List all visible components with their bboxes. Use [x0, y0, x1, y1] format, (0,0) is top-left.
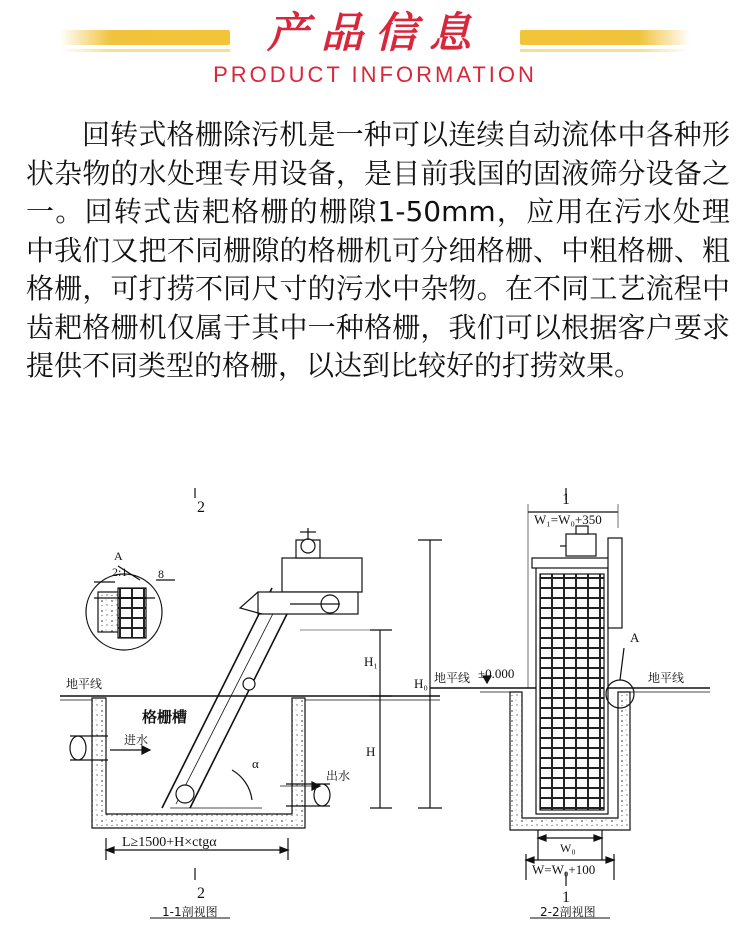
left-section-mark-bottom: 2	[197, 885, 205, 902]
product-description: 回转式格栅除污机是一种可以连续自动流体中各种形状杂物的水处理专用设备，是目前我国的固液筛分设备之一。回转式齿耙格栅的栅隙1-50mm，应用在污水处理中我们又把不同栅隙的格栅机可分细格栅、中粗格栅、粗格栅，可打捞不同尺寸的污水中杂物。在不同工艺流程中齿耙格栅机仅属于其中一种格栅，我们可以根据客户要求提供不同类型的格栅，以达到比较好的打捞效果。	[26, 118, 730, 382]
angle-label: α	[252, 756, 259, 771]
top-width-formula: W₁=W₀+350	[534, 512, 602, 527]
left-caption: 1-1剖视图	[162, 905, 218, 919]
page-title: 产品信息	[266, 8, 483, 57]
h0-label: H₀	[414, 676, 428, 691]
page-subtitle: PRODUCT INFORMATION	[213, 62, 537, 87]
ground-label-right: 地平线	[648, 671, 685, 685]
inlet-label: 进水	[124, 733, 149, 747]
bottom-width-formula: W=W₀+100	[532, 862, 596, 877]
technical-drawing	[0, 488, 750, 950]
right-section-mark-top: 1	[562, 491, 570, 508]
detail-ref: 8	[158, 567, 164, 581]
length-formula: L≥1500+H×ctgα	[122, 835, 217, 850]
ground-label: 地平线	[66, 677, 103, 691]
left-section-labels	[66, 499, 428, 919]
detail-callout: A	[630, 630, 640, 645]
title-row	[0, 8, 750, 58]
left-section-mark-top: 2	[197, 499, 205, 516]
header	[0, 0, 750, 100]
h1-label: H₁	[364, 654, 378, 669]
right-section-mark-bottom: 1	[562, 889, 570, 906]
detail-label: A	[114, 549, 123, 563]
detail-scale: 2:1	[112, 565, 128, 579]
outlet-label: 出水	[326, 769, 351, 783]
elevation-label: ±0.000	[478, 666, 515, 681]
title-decoration-left	[60, 30, 230, 45]
w0-label: W₀	[560, 841, 576, 855]
ground-label-left: 地平线	[434, 671, 471, 685]
channel-label: 格栅槽	[142, 708, 188, 726]
title-decoration-right	[520, 30, 690, 45]
right-caption: 2-2剖视图	[540, 905, 596, 919]
h-label: H	[366, 744, 376, 759]
